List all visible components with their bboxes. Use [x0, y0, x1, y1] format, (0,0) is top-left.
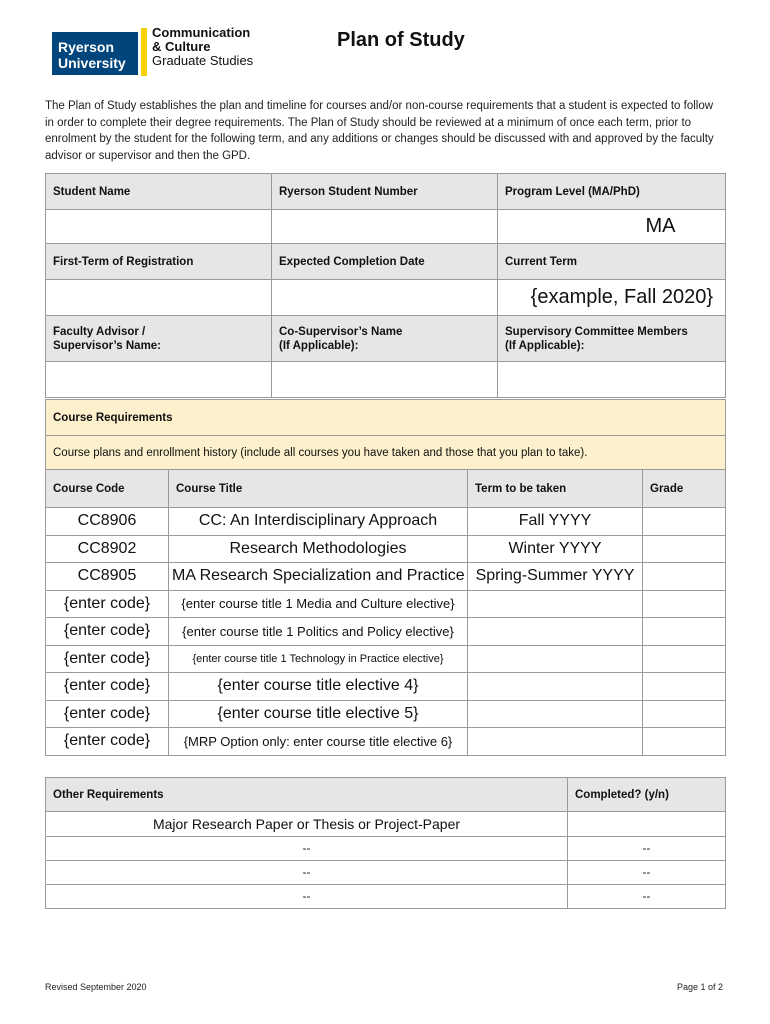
course-code-cell[interactable]: {enter code} [46, 728, 169, 756]
student-number-field[interactable] [272, 210, 498, 244]
requirement-cell[interactable]: -- [46, 837, 568, 861]
student-name-field[interactable] [46, 210, 272, 244]
table-row [46, 861, 726, 885]
course-title-cell[interactable]: {enter course title 1 Technology in Practice elective} [169, 645, 468, 673]
department-line-2: & Culture [152, 39, 211, 54]
student-name-label: Student Name [46, 174, 272, 210]
other-requirements-table [45, 777, 726, 909]
grade-cell[interactable] [643, 645, 726, 673]
term-cell[interactable]: Winter YYYY [468, 535, 643, 563]
term-cell[interactable]: Spring-Summer YYYY [468, 563, 643, 591]
first-term-field[interactable] [46, 280, 272, 316]
student-number-label: Ryerson Student Number [272, 174, 498, 210]
grade-cell[interactable] [643, 618, 726, 646]
program-level-label: Program Level (MA/PhD) [498, 174, 726, 210]
table-row [46, 508, 726, 536]
course-code-cell[interactable]: {enter code} [46, 590, 169, 618]
advisor-label-line-2: Supervisor’s Name: [53, 340, 162, 352]
table-row [46, 837, 726, 861]
course-title-cell[interactable]: {enter course title 1 Politics and Policy elective} [169, 618, 468, 646]
table-row [46, 812, 726, 837]
course-requirements-table [45, 399, 726, 756]
advisor-field[interactable] [46, 362, 272, 398]
term-cell[interactable] [468, 645, 643, 673]
advisor-label-line-1: Faculty Advisor / [53, 326, 146, 338]
term-cell[interactable]: Fall YYYY [468, 508, 643, 536]
completion-date-field[interactable] [272, 280, 498, 316]
table-row [46, 673, 726, 701]
course-code-cell[interactable]: CC8905 [46, 563, 169, 591]
requirement-cell[interactable]: -- [46, 861, 568, 885]
col-term: Term to be taken [468, 470, 643, 508]
grade-cell[interactable] [643, 673, 726, 701]
program-level-field[interactable]: MA [498, 210, 726, 244]
logo-line-2: University [58, 55, 126, 71]
page-number: Page 1 of 2 [676, 982, 723, 992]
course-title-cell[interactable]: {enter course title elective 4} [169, 673, 468, 701]
co-supervisor-field[interactable] [272, 362, 498, 398]
term-cell[interactable] [468, 618, 643, 646]
completed-cell[interactable]: -- [568, 861, 726, 885]
term-cell[interactable] [468, 728, 643, 756]
table-row [46, 563, 726, 591]
table-row [46, 618, 726, 646]
committee-field[interactable] [498, 362, 726, 398]
course-title-cell[interactable]: {MRP Option only: enter course title elective 6} [169, 728, 468, 756]
course-title-cell[interactable]: {enter course title elective 5} [169, 700, 468, 728]
committee-label-line-2: (If Applicable): [505, 340, 585, 352]
grade-cell[interactable] [643, 508, 726, 536]
revised-date: Revised September 2020 [45, 982, 147, 992]
completed-cell[interactable] [568, 812, 726, 837]
co-supervisor-label-line-2: (If Applicable): [279, 340, 359, 352]
requirement-cell[interactable]: -- [46, 885, 568, 909]
course-code-cell[interactable]: {enter code} [46, 700, 169, 728]
completed-cell[interactable]: -- [568, 885, 726, 909]
table-row [46, 535, 726, 563]
logo-line-1: Ryerson [58, 39, 115, 55]
department-name [152, 26, 253, 68]
advisor-label [46, 316, 272, 362]
table-row [46, 728, 726, 756]
course-title-cell[interactable]: MA Research Specialization and Practice [169, 563, 468, 591]
first-term-label: First-Term of Registration [46, 244, 272, 280]
course-code-cell[interactable]: {enter code} [46, 618, 169, 646]
col-completed: Completed? (y/n) [568, 778, 726, 812]
grade-cell[interactable] [643, 535, 726, 563]
term-cell[interactable] [468, 673, 643, 701]
grade-cell[interactable] [643, 700, 726, 728]
course-title-cell[interactable]: Research Methodologies [169, 535, 468, 563]
committee-label [498, 316, 726, 362]
table-row [46, 885, 726, 909]
col-course-code: Course Code [46, 470, 169, 508]
course-code-cell[interactable]: CC8906 [46, 508, 169, 536]
current-term-field[interactable]: {example, Fall 2020} [498, 280, 726, 316]
grade-cell[interactable] [643, 563, 726, 591]
table-row [46, 700, 726, 728]
grade-cell[interactable] [643, 728, 726, 756]
student-info-table [45, 173, 726, 398]
intro-paragraph: The Plan of Study establishes the plan and timeline for courses and/or non-course requirements that a student is expected to follow in order to complete their degree requirements. The Plan of Study should be reviewed at a minimum of once each term, prior to enrolment by the student for the following term, and any additions or changes should be discussed with and approved by the faculty advisor or supervisor and then the GPD. [45, 100, 714, 162]
col-other-requirements: Other Requirements [46, 778, 568, 812]
table-row [46, 590, 726, 618]
co-supervisor-label-line-1: Co-Supervisor’s Name [279, 326, 403, 338]
requirement-cell[interactable]: Major Research Paper or Thesis or Project-Paper [46, 812, 568, 837]
col-course-title: Course Title [169, 470, 468, 508]
course-requirements-note: Course plans and enrollment history (include all courses you have taken and those that you plan to take). [46, 436, 726, 470]
logo-yellow-bar [141, 28, 147, 76]
term-cell[interactable] [468, 590, 643, 618]
page-title: Plan of Study [337, 29, 465, 51]
course-requirements-heading: Course Requirements [46, 400, 726, 436]
course-code-cell[interactable]: {enter code} [46, 673, 169, 701]
grade-cell[interactable] [643, 590, 726, 618]
term-cell[interactable] [468, 700, 643, 728]
course-title-cell[interactable]: {enter course title 1 Media and Culture elective} [169, 590, 468, 618]
completion-date-label: Expected Completion Date [272, 244, 498, 280]
table-row [46, 645, 726, 673]
department-line-3: Graduate Studies [152, 53, 254, 68]
completed-cell[interactable]: -- [568, 837, 726, 861]
current-term-label: Current Term [498, 244, 726, 280]
course-code-cell[interactable]: {enter code} [46, 645, 169, 673]
ryerson-logo [52, 32, 138, 75]
course-title-cell[interactable]: CC: An Interdisciplinary Approach [169, 508, 468, 536]
department-line-1: Communication [152, 25, 251, 40]
course-code-cell[interactable]: CC8902 [46, 535, 169, 563]
co-supervisor-label [272, 316, 498, 362]
col-grade: Grade [643, 470, 726, 508]
committee-label-line-1: Supervisory Committee Members [505, 326, 688, 338]
